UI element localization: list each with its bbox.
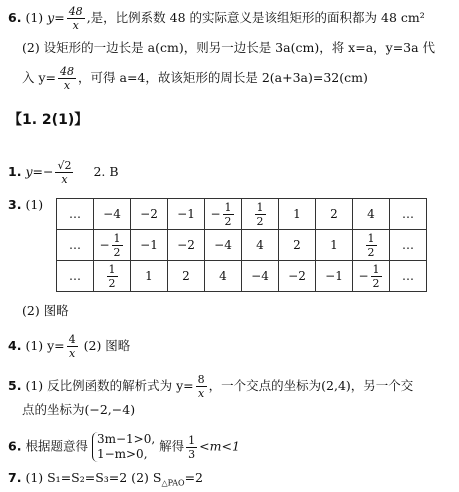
question-number: 4. (8, 338, 22, 353)
denominator: x (198, 387, 205, 400)
formula-lhs: y=− (25, 164, 54, 179)
table-row (57, 199, 427, 230)
table-cell: −4 (205, 230, 242, 261)
inequality-system (92, 432, 155, 462)
table-cell: … (390, 230, 427, 261)
fraction (55, 160, 73, 185)
question-number: 3. (8, 197, 22, 212)
table-cell: −2 (279, 261, 316, 292)
answer-5 (8, 374, 413, 399)
table-cell: 2 (168, 261, 205, 292)
table-cell: −4 (242, 261, 279, 292)
question-number: 7. (8, 470, 22, 485)
answer-5-cont: 点的坐标为(−2,−4) (22, 402, 136, 417)
table-cell: −4 (94, 199, 131, 230)
question-number: 1. (8, 164, 22, 179)
answer-2: 2. B (93, 164, 119, 179)
table-cell: − $\frac{1}{2}$ (94, 230, 131, 261)
answer-6-part2: (2) 设矩形的一边长是 a(cm)，则另一边长是 3a(cm)，将 x=a，y=3a 代 (22, 40, 436, 55)
table-cell: −1 (131, 230, 168, 261)
text: 入 y= (22, 70, 57, 85)
denominator: x (72, 19, 79, 32)
answer-6-part2-cont (22, 66, 368, 91)
denominator: x (69, 347, 76, 360)
table-cell: $\frac{1}{2}$ (94, 261, 131, 292)
numerator: 48 (60, 65, 75, 78)
numerator: 8 (197, 373, 205, 386)
answer-text: ,是，比例系数 48 的实际意义是该组矩形的面积都为 48 cm² (86, 10, 425, 25)
question-number: 6. (8, 438, 22, 454)
answer-6 (8, 432, 240, 462)
answer-6-part1 (8, 6, 425, 31)
table-cell: 1 (279, 199, 316, 230)
numerator: 48 (68, 5, 83, 18)
table-cell: −1 (168, 199, 205, 230)
table-cell: $\frac{1}{2}$ (353, 230, 390, 261)
text: ，可得 a=4，故该矩形的周长是 2(a+3a)=32(cm) (78, 70, 368, 85)
table-cell: 2 (316, 199, 353, 230)
table-cell: … (390, 261, 427, 292)
answer-7 (8, 470, 203, 492)
table-cell: − $\frac{1}{2}$ (205, 199, 242, 230)
text: (1) y= (25, 338, 65, 353)
table-cell: … (57, 261, 94, 292)
numerator: 1 (188, 433, 196, 447)
formula-lhs: y= (47, 10, 65, 25)
table-cell: … (57, 230, 94, 261)
table-row (57, 230, 427, 261)
values-table (56, 198, 427, 292)
table-cell: −2 (168, 230, 205, 261)
table-cell: −2 (131, 199, 168, 230)
table-cell: … (57, 199, 94, 230)
answer-3-part2: (2) 图略 (22, 303, 69, 318)
inequality: 3m−1>0, (96, 432, 156, 446)
table-cell: 4 (242, 230, 279, 261)
text: (1) S₁=S₂=S₃=2 (2) S (25, 470, 162, 485)
answer-4 (8, 334, 130, 359)
part-label: (1) (25, 197, 44, 212)
part-label: (1) (25, 10, 44, 25)
text: <m<1 (199, 438, 240, 454)
denominator: x (61, 173, 68, 186)
table-row (57, 261, 427, 292)
denominator: 3 (188, 447, 196, 461)
fraction (67, 6, 85, 31)
fraction (67, 334, 78, 359)
text: 根据题意得 (25, 438, 88, 454)
fraction (196, 374, 207, 399)
section-heading: 【1. 2(1)】 (8, 112, 89, 128)
question-number: 6. (8, 10, 22, 25)
numerator: 4 (68, 333, 76, 346)
table-cell: 4 (353, 199, 390, 230)
answer-1-2 (8, 160, 119, 185)
denominator: x (63, 79, 71, 92)
table-cell: − $\frac{1}{2}$ (353, 261, 390, 292)
table-cell: 4 (205, 261, 242, 292)
numerator: √2 (57, 159, 72, 172)
answer-3-label (8, 197, 43, 213)
fraction (186, 435, 197, 460)
table-cell: 1 (131, 261, 168, 292)
table-cell: … (390, 199, 427, 230)
question-number: 5. (8, 378, 22, 393)
table-cell: 2 (279, 230, 316, 261)
text: (1) 反比例函数的解析式为 y= (25, 378, 194, 393)
table-cell: 1 (316, 230, 353, 261)
table-cell: $\frac{1}{2}$ (242, 199, 279, 230)
fraction (58, 66, 76, 91)
table-cell: −1 (316, 261, 353, 292)
text: ，一个交点的坐标为(2,4)，另一个交 (208, 378, 414, 393)
text: =2 (184, 470, 204, 485)
inequality: 1−m>0, (96, 447, 148, 461)
text: (2) 图略 (79, 338, 131, 353)
text: 解得 (159, 438, 185, 454)
subscript: △PAO (161, 478, 185, 488)
